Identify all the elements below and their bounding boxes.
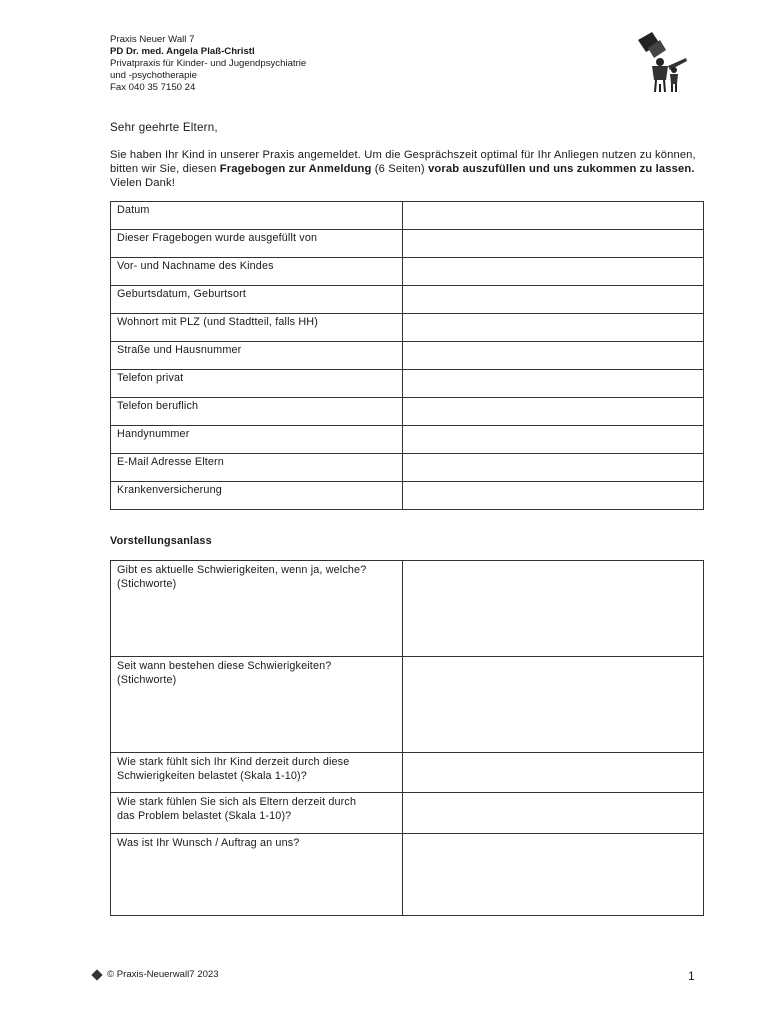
- question-label: [111, 657, 403, 753]
- question-label: [111, 793, 403, 834]
- intro-bold-2: vorab auszufüllen und uns zukommen zu lassen.: [428, 163, 695, 175]
- form-answer-field[interactable]: [402, 342, 703, 370]
- form-row: [111, 426, 704, 454]
- copyright: © Praxis-Neuerwall7 2023: [107, 969, 219, 980]
- form-answer-field[interactable]: [402, 286, 703, 314]
- practice-address: Praxis Neuer Wall 7: [110, 34, 195, 45]
- form-row: [111, 202, 704, 230]
- greeting: Sehr geehrte Eltern,: [110, 121, 218, 134]
- form-label: Telefon privat: [111, 370, 403, 398]
- question-row: [111, 561, 704, 657]
- form-label: Straße und Hausnummer: [111, 342, 403, 370]
- form-label: Krankenversicherung: [111, 482, 403, 510]
- question-label: [111, 834, 403, 916]
- diamond-icon: [91, 969, 102, 980]
- form-row: [111, 286, 704, 314]
- footer: [93, 969, 219, 980]
- question-row: [111, 753, 704, 793]
- question-line: (Stichworte): [117, 674, 177, 686]
- practice-type: Privatpraxis für Kinder- und Jugendpsychiatrie: [110, 58, 307, 69]
- form-answer-field[interactable]: [402, 482, 703, 510]
- form-row: [111, 258, 704, 286]
- question-row: [111, 834, 704, 916]
- question-answer-field[interactable]: [402, 753, 703, 793]
- form-row: [111, 482, 704, 510]
- question-line: Gibt es aktuelle Schwierigkeiten, wenn ja, welche?: [117, 564, 367, 576]
- question-row: [111, 657, 704, 753]
- question-line: Wie stark fühlen Sie sich als Eltern derzeit durch: [117, 796, 357, 808]
- form-answer-field[interactable]: [402, 258, 703, 286]
- question-answer-field[interactable]: [402, 793, 703, 834]
- letterhead: [110, 34, 306, 94]
- question-line: Seit wann bestehen diese Schwierigkeiten?: [117, 660, 332, 672]
- form-row: [111, 370, 704, 398]
- form-label: Geburtsdatum, Geburtsort: [111, 286, 403, 314]
- question-answer-field[interactable]: [402, 561, 703, 657]
- form-label: E-Mail Adresse Eltern: [111, 454, 403, 482]
- form-row: [111, 398, 704, 426]
- form-answer-field[interactable]: [402, 426, 703, 454]
- form-answer-field[interactable]: [402, 398, 703, 426]
- form-answer-field[interactable]: [402, 314, 703, 342]
- form-answer-field[interactable]: [402, 370, 703, 398]
- intro-bold-1: Fragebogen zur Anmeldung: [219, 163, 372, 175]
- form-answer-field[interactable]: [402, 230, 703, 258]
- form-label: Handynummer: [111, 426, 403, 454]
- doctor-name: PD Dr. med. Angela Plaß-Christl: [110, 46, 255, 57]
- form-label: Wohnort mit PLZ (und Stadtteil, falls HH): [111, 314, 403, 342]
- form-row: [111, 342, 704, 370]
- intro-text-1: Sie haben Ihr Kind in unserer Praxis angemeldet. Um die Gesprächszeit optimal für Ihr Anliegen nutzen zu können, bitten wir Sie, diesen: [110, 149, 696, 175]
- personal-data-table: [110, 201, 704, 510]
- form-label: Vor- und Nachname des Kindes: [111, 258, 403, 286]
- form-label: Telefon beruflich: [111, 398, 403, 426]
- question-line: (Stichworte): [117, 578, 177, 590]
- reason-table: [110, 560, 704, 916]
- question-line: Schwierigkeiten belastet (Skala 1-10)?: [117, 770, 307, 782]
- question-line: Was ist Ihr Wunsch / Auftrag an uns?: [117, 837, 300, 849]
- intro-text-3: Vielen Dank!: [110, 177, 176, 189]
- fax-number: Fax 040 35 7150 24: [110, 82, 196, 93]
- form-label: Datum: [111, 202, 403, 230]
- question-line: das Problem belastet (Skala 1-10)?: [117, 810, 292, 822]
- intro-paragraph: [110, 148, 700, 190]
- question-label: [111, 561, 403, 657]
- question-line: Wie stark fühlt sich Ihr Kind derzeit durch diese: [117, 756, 350, 768]
- form-answer-field[interactable]: [402, 202, 703, 230]
- form-answer-field[interactable]: [402, 454, 703, 482]
- form-label: Dieser Fragebogen wurde ausgefüllt von: [111, 230, 403, 258]
- form-row: [111, 314, 704, 342]
- page-number: 1: [688, 969, 695, 983]
- question-answer-field[interactable]: [402, 657, 703, 753]
- question-row: [111, 793, 704, 834]
- practice-type-cont: und -psychotherapie: [110, 70, 197, 81]
- form-row: [111, 454, 704, 482]
- form-row: [111, 230, 704, 258]
- section-title: Vorstellungsanlass: [110, 535, 212, 547]
- question-answer-field[interactable]: [402, 834, 703, 916]
- question-label: [111, 753, 403, 793]
- practice-logo: [630, 26, 694, 98]
- intro-text-2: (6 Seiten): [371, 163, 429, 175]
